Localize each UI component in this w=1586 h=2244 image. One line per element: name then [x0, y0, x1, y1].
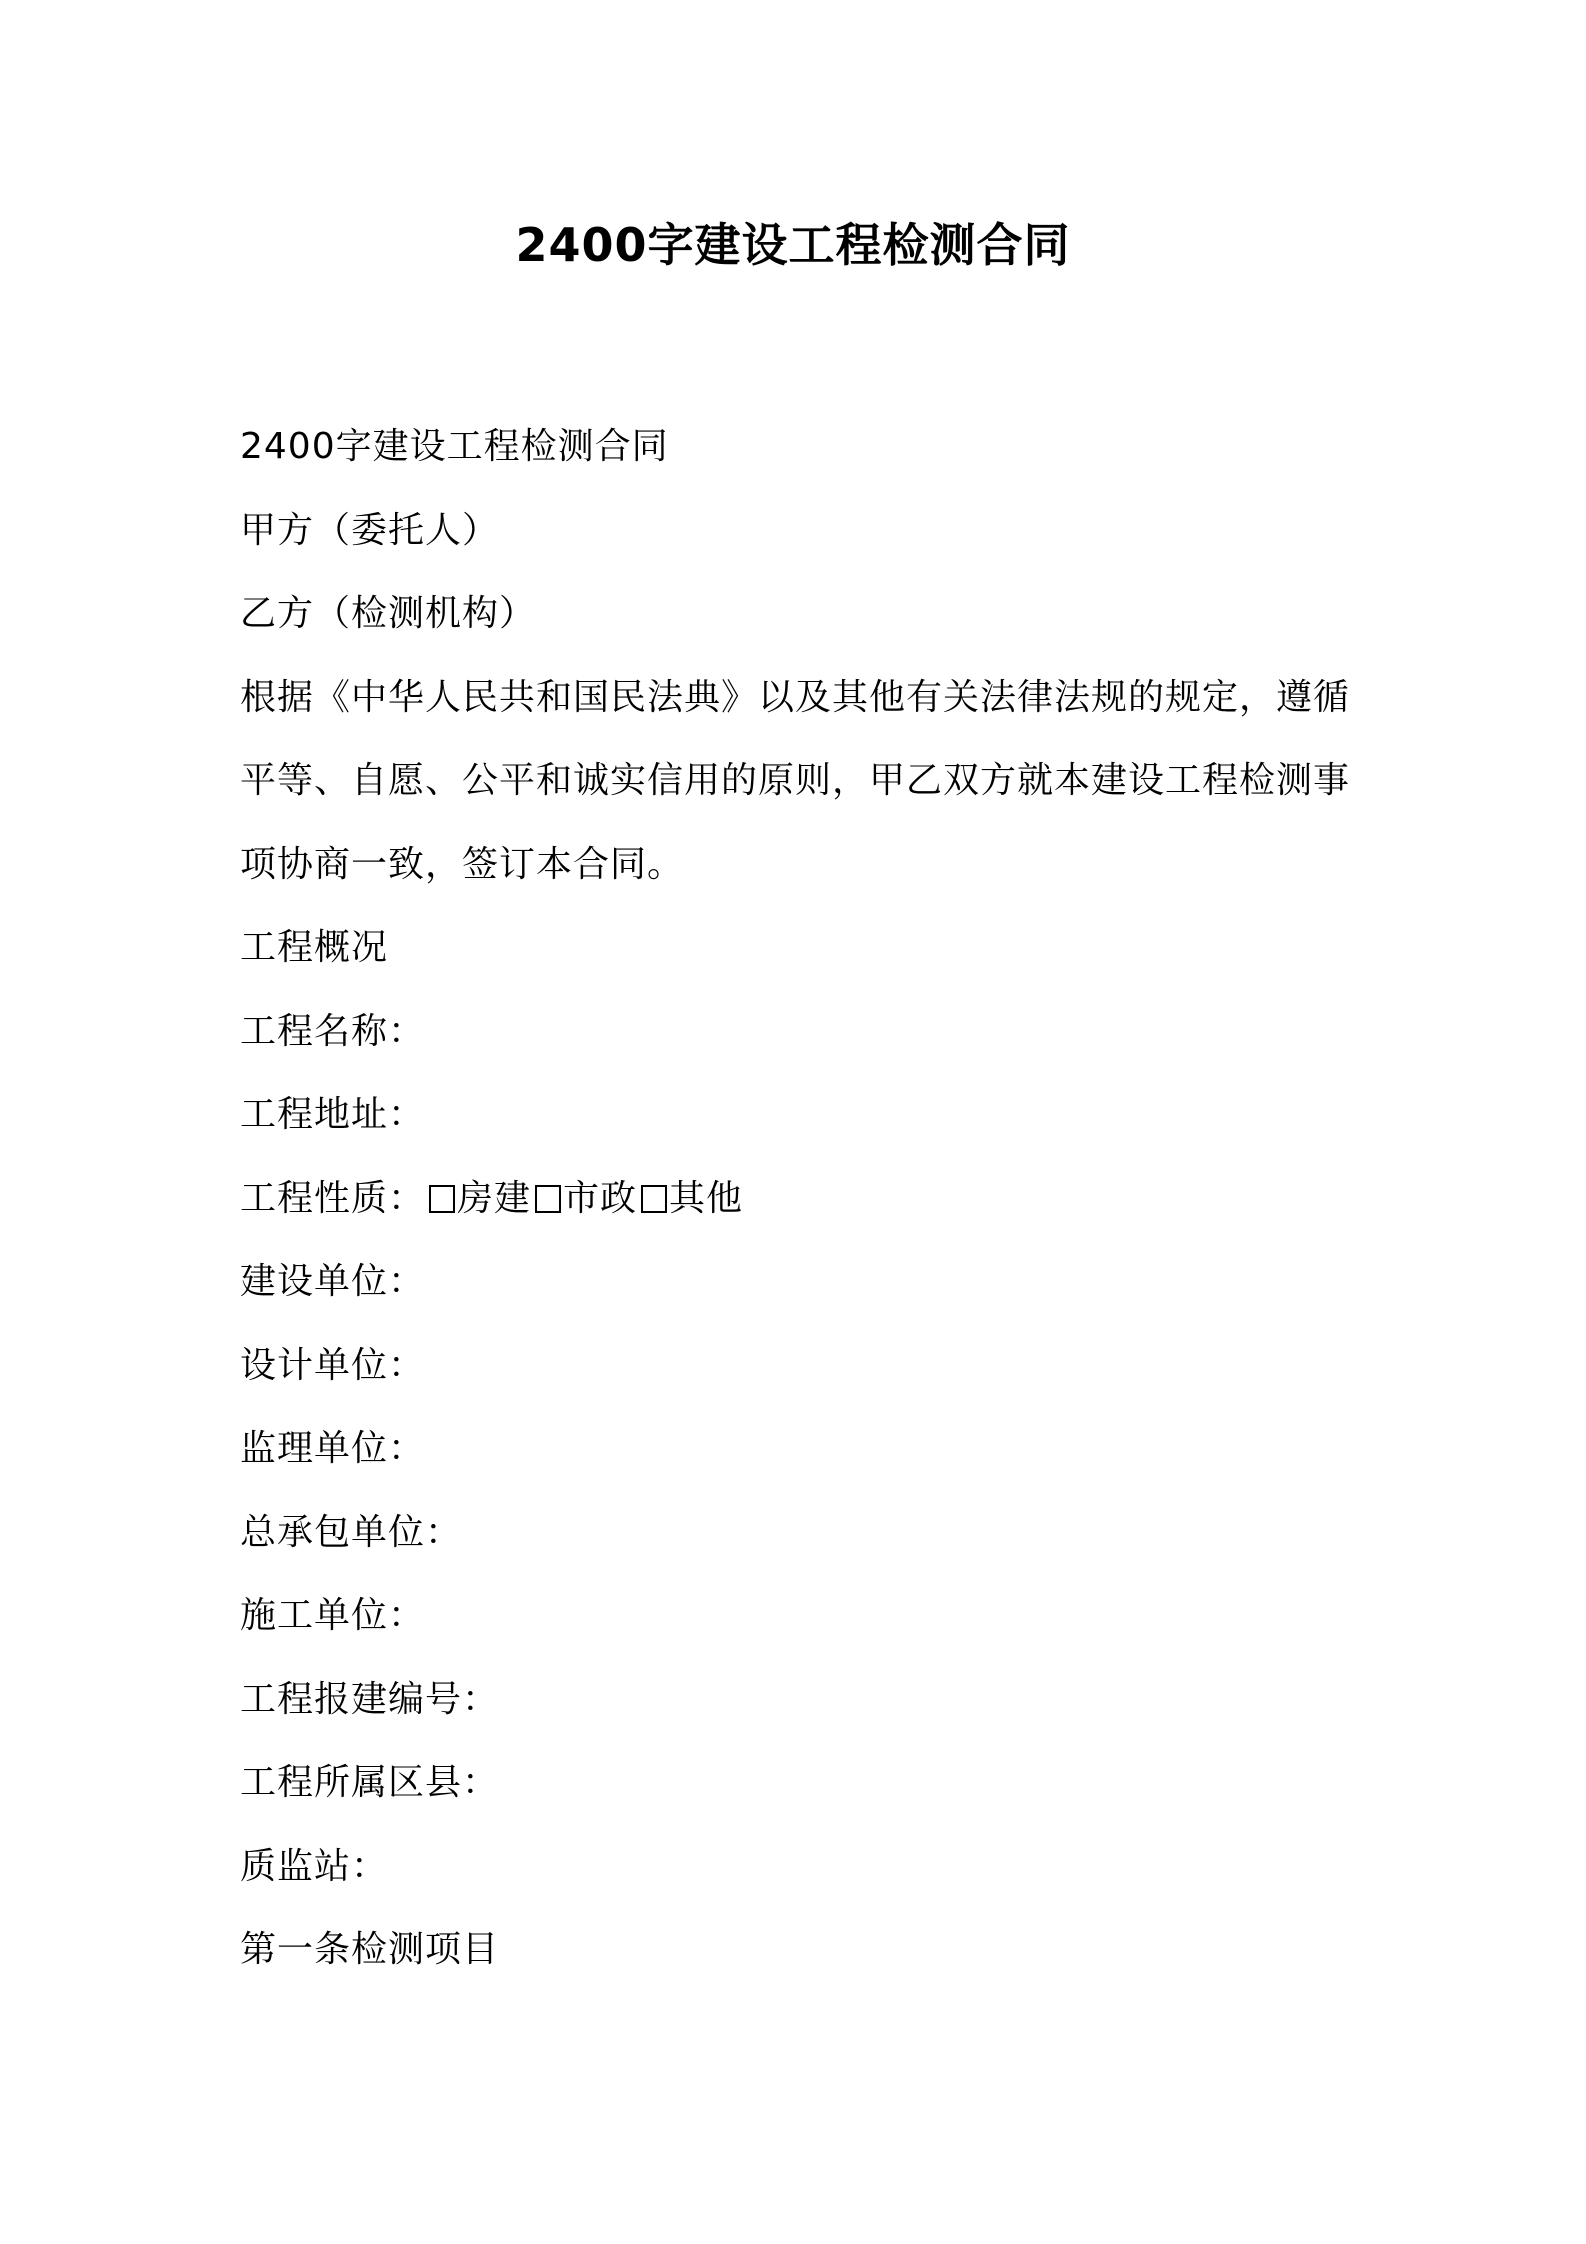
project-nature-label: 工程性质： — [240, 1177, 426, 1219]
field-district: 工程所属区县： — [240, 1762, 500, 1803]
preamble-line-3: 项协商一致，签订本合同。 — [240, 843, 685, 885]
option-municipal-label: 市政 — [563, 1177, 638, 1219]
preamble-line-2: 平等、自愿、公平和诚实信用的原则，甲乙双方就本建设工程检测事 — [240, 760, 1351, 801]
checkbox-municipal[interactable] — [535, 1185, 561, 1213]
field-supervision-unit: 监理单位： — [240, 1428, 426, 1469]
preamble-line-1: 根据《中华人民共和国民法典》以及其他有关法律法规的规定，遵循 — [240, 676, 1351, 718]
field-general-contractor: 总承包单位： — [240, 1511, 463, 1553]
document-subtitle: 2400字建设工程检测合同 — [240, 426, 669, 467]
field-registration-no: 工程报建编号： — [240, 1678, 500, 1720]
section-heading-overview: 工程概况 — [240, 927, 389, 968]
document-title: 2400字建设工程检测合同 — [515, 218, 1071, 272]
checkbox-housing[interactable] — [429, 1185, 455, 1213]
field-builder-unit: 施工单位： — [240, 1595, 426, 1636]
document-body — [240, 405, 1360, 1992]
field-construction-unit: 建设单位： — [240, 1261, 426, 1302]
party-a-line: 甲方（委托人） — [240, 509, 500, 551]
field-design-unit: 设计单位： — [240, 1344, 426, 1386]
checkbox-other[interactable] — [641, 1185, 667, 1213]
article-1-heading: 第一条检测项目 — [240, 1929, 500, 1970]
field-project-address: 工程地址： — [240, 1094, 426, 1135]
option-housing-label: 房建 — [457, 1177, 532, 1219]
party-b-line: 乙方（检测机构） — [240, 593, 537, 634]
field-project-nature — [240, 1157, 1360, 1241]
option-other-label: 其他 — [669, 1177, 744, 1219]
field-project-name: 工程名称： — [240, 1010, 426, 1052]
field-quality-station: 质监站： — [240, 1845, 389, 1887]
